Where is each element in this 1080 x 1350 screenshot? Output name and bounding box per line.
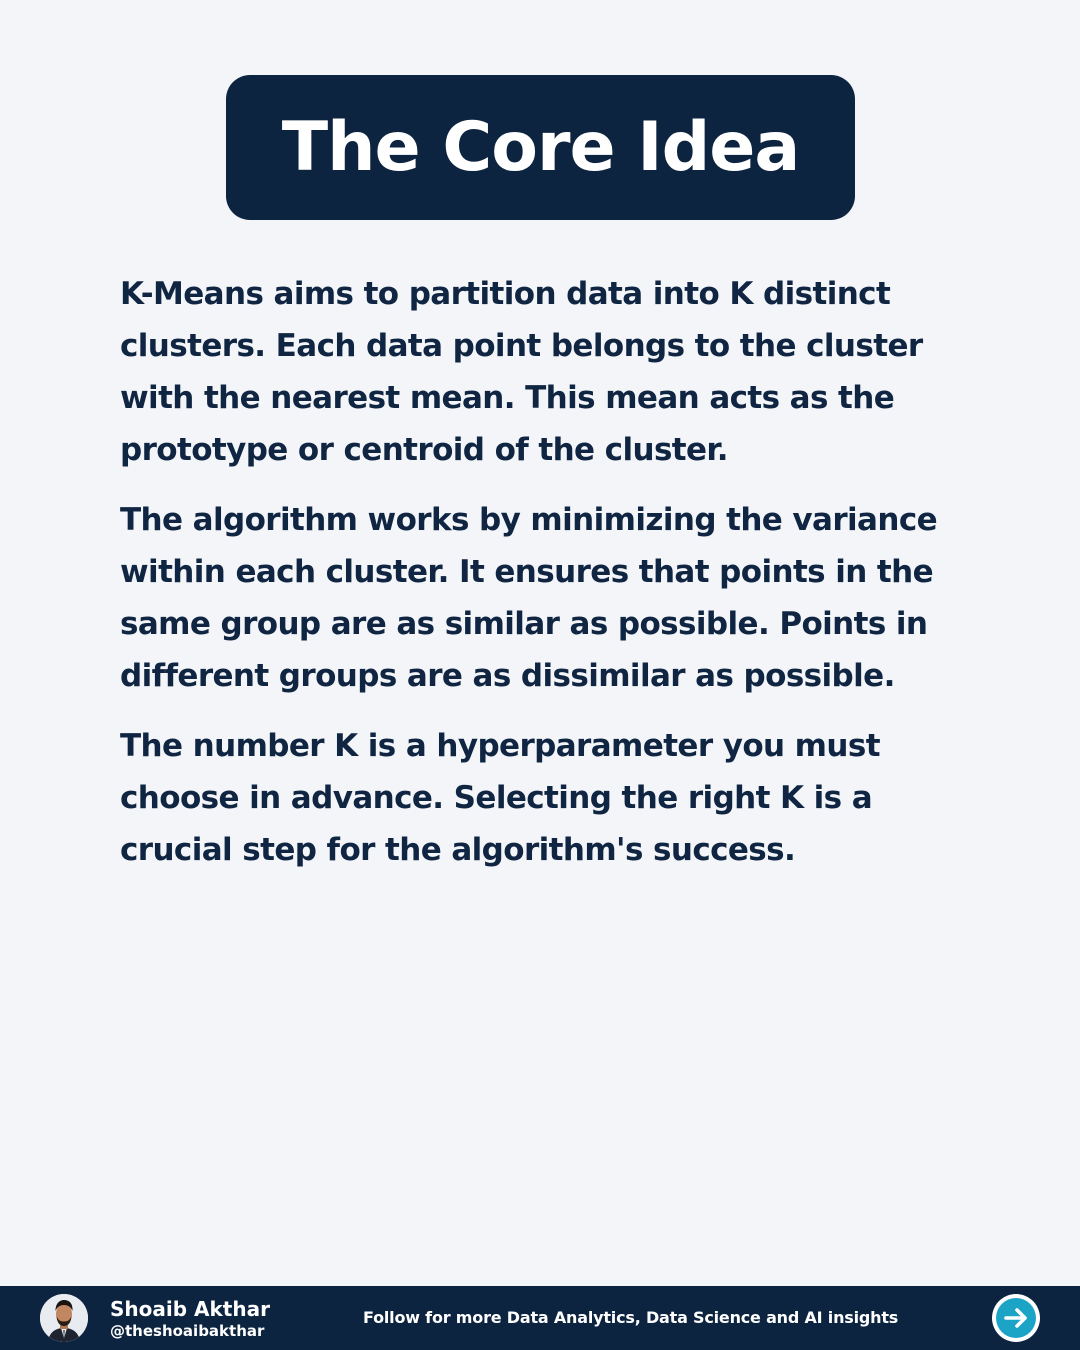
follow-cta-text: Follow for more Data Analytics, Data Science and AI insights (363, 1308, 899, 1327)
arrow-right-icon (996, 1298, 1036, 1338)
paragraph: The algorithm works by minimizing the variance within each cluster. It ensures that points in the same group are as similar as possible. Points in different groups are as dissimilar as possible. (120, 502, 938, 694)
next-slide-button[interactable] (992, 1294, 1040, 1342)
main-content (120, 268, 960, 894)
title-banner (226, 75, 855, 220)
author-handle[interactable]: @theshoaibakthar (110, 1322, 265, 1340)
avatar (40, 1294, 88, 1342)
paragraph: K-Means aims to partition data into K distinct clusters. Each data point belongs to the cluster with the nearest mean. This mean acts as the prototype or centroid of the cluster. (120, 276, 923, 468)
author-name: Shoaib Akthar (110, 1297, 270, 1321)
paragraph: The number K is a hyperparameter you must choose in advance. Selecting the right K is a crucial step for the algorithm's success. (120, 728, 880, 868)
footer-bar (0, 1286, 1080, 1350)
page-title: The Core Idea (281, 108, 800, 187)
